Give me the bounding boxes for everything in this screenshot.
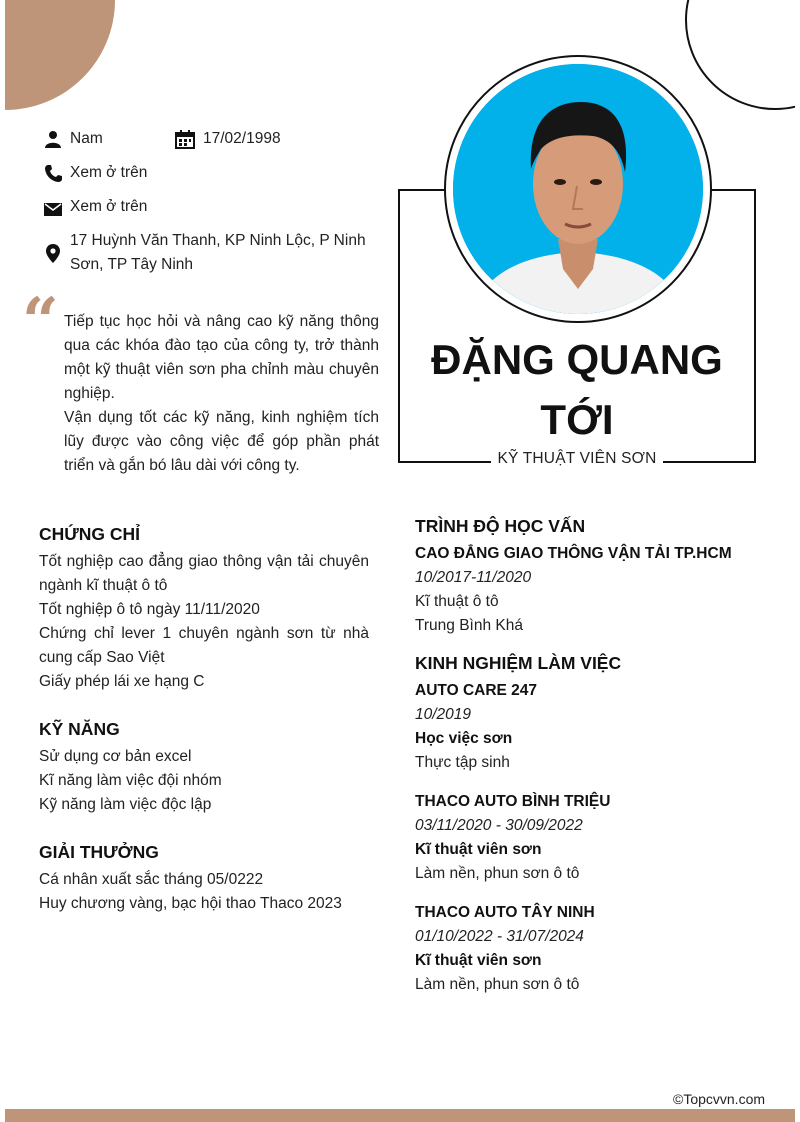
company-name: THACO AUTO BÌNH TRIỆU — [415, 793, 611, 810]
awards-heading: GIẢI THƯỞNG — [39, 842, 159, 862]
full-name — [400, 330, 754, 450]
objective-paragraph-2: Vận dụng tốt các kỹ năng, kinh nghiệm tích lũy được vào công việc để góp phần phát triển và gắn bó lâu dài với công ty. — [64, 409, 379, 474]
list-item: Huy chương vàng, bạc hội thao Thaco 2023 — [39, 895, 342, 912]
list-item: Kỹ năng làm việc độc lập — [39, 796, 212, 813]
name-line-2: TỚI — [540, 396, 614, 443]
job-description: Làm nền, phun sơn ô tô — [415, 865, 580, 882]
objective-paragraph-1: Tiếp tục học hỏi và nâng cao kỹ năng thông qua các khóa đào tạo của công ty, trở thành một kỹ thuật viên sơn pha chỉnh màu chuyên nghiệp. — [64, 313, 379, 402]
job-period: 10/2019 — [415, 706, 472, 723]
contact-gender — [44, 127, 103, 151]
job-title-text: KỸ THUẬT VIÊN SƠN — [491, 450, 662, 467]
contact-phone — [44, 161, 147, 185]
email-value[interactable]: Xem ở trên — [70, 198, 148, 215]
contact-birthdate — [174, 127, 281, 151]
calendar-icon — [174, 127, 195, 151]
education-major: Kĩ thuật ô tô — [415, 593, 499, 610]
address-line-2: Sơn, TP Tây Ninh — [70, 256, 194, 273]
map-pin-icon — [44, 229, 62, 277]
skills-heading: KỸ NĂNG — [39, 719, 120, 739]
education-entry — [415, 542, 785, 638]
certificates-heading: CHỨNG CHỈ — [39, 524, 141, 544]
certificates-list — [39, 550, 369, 694]
job-description: Làm nền, phun sơn ô tô — [415, 976, 580, 993]
list-item: Tốt nghiệp ô tô ngày 11/11/2020 — [39, 601, 260, 618]
experience-entry — [415, 679, 785, 775]
experience-entry — [415, 901, 785, 997]
name-line-1: ĐẶNG QUANG — [431, 336, 723, 383]
avatar — [453, 64, 703, 314]
job-description: Thực tập sinh — [415, 754, 510, 771]
job-title — [400, 450, 754, 468]
job-position: Kĩ thuật viên sơn — [415, 952, 542, 969]
skills-list — [39, 745, 369, 817]
company-name: AUTO CARE 247 — [415, 682, 538, 699]
education-grade: Trung Bình Khá — [415, 617, 523, 634]
portrait-image — [453, 64, 703, 314]
education-heading: TRÌNH ĐỘ HỌC VẤN — [415, 516, 586, 536]
footer-bar — [5, 1109, 795, 1122]
career-objective — [64, 310, 379, 478]
awards-list — [39, 868, 379, 916]
contact-address — [44, 229, 384, 277]
phone-icon — [44, 161, 62, 185]
list-item: Chứng chỉ lever 1 chuyên ngành sơn từ nhà cung cấp Sao Việt — [39, 625, 369, 666]
envelope-icon — [44, 195, 62, 219]
school-name: CAO ĐẲNG GIAO THÔNG VẬN TẢI TP.HCM — [415, 545, 732, 562]
contact-email — [44, 195, 147, 219]
birthdate-value: 17/02/1998 — [203, 130, 281, 147]
experience-heading: KINH NGHIỆM LÀM VIỆC — [415, 653, 622, 673]
job-position: Học việc sơn — [415, 730, 513, 747]
list-item: Giấy phép lái xe hạng C — [39, 673, 205, 690]
experience-entry — [415, 790, 785, 886]
list-item: Cá nhân xuất sắc tháng 05/0222 — [39, 871, 264, 888]
company-name: THACO AUTO TÂY NINH — [415, 904, 595, 921]
gender-value: Nam — [70, 130, 103, 147]
quote-icon: “ — [22, 284, 59, 359]
address-line-1: 17 Huỳnh Văn Thanh, KP Ninh Lộc, P Ninh — [70, 232, 366, 249]
list-item: Kĩ năng làm việc đội nhóm — [39, 772, 222, 789]
list-item: Sử dụng cơ bản excel — [39, 748, 192, 765]
education-period: 10/2017-11/2020 — [415, 569, 532, 586]
job-position: Kĩ thuật viên sơn — [415, 841, 542, 858]
phone-value[interactable]: Xem ở trên — [70, 164, 148, 181]
list-item: Tốt nghiệp cao đẳng giao thông vận tải chuyên ngành kĩ thuật ô tô — [39, 553, 369, 594]
person-icon — [44, 127, 62, 151]
copyright-text[interactable]: ©Topcvvn.com — [673, 1091, 766, 1107]
job-period: 01/10/2022 - 31/07/2024 — [415, 928, 584, 945]
job-period: 03/11/2020 - 30/09/2022 — [415, 817, 583, 834]
